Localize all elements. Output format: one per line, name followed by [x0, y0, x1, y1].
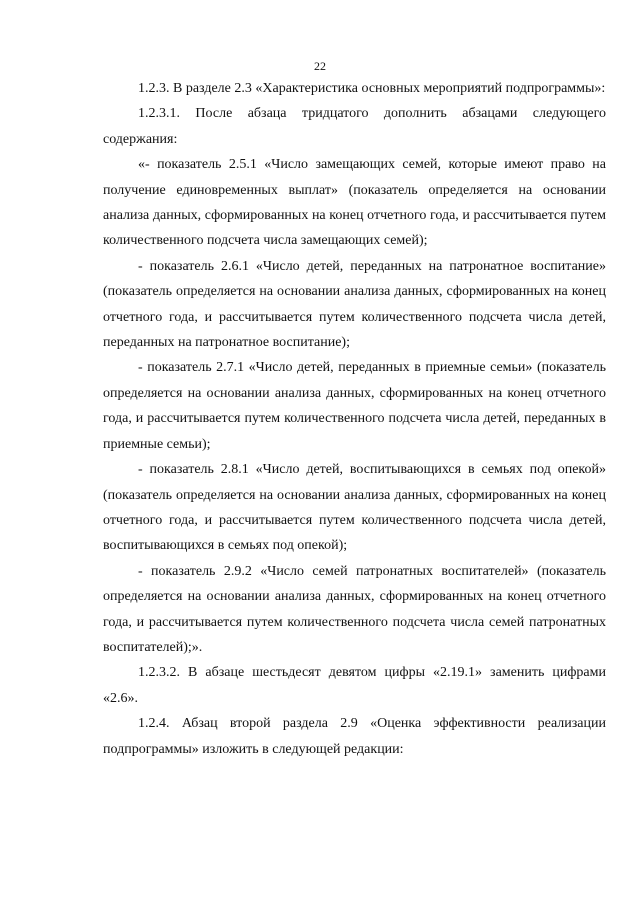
paragraph-indicator-2-6-1: - показатель 2.6.1 «Число детей, переданных на патронатное воспитание» (показатель определяется на основании анализа данных, сформированных на конец отчетного года, и рассчитывается путем количественного подсчета числа детей, переданных на патронатное воспитание); [103, 258, 606, 351]
page-number: 22 [314, 59, 326, 73]
paragraph-indicator-2-9-2: - показатель 2.9.2 «Число семей патронатных воспитателей» (показатель определяется на основании анализа данных, сформированных на конец отчетного года, и рассчитывается путем количественного подсчета числа семей патронатных воспитателей);». [103, 563, 606, 655]
paragraph-1-2-3: 1.2.3. В разделе 2.3 «Характеристика основных мероприятий подпрограммы»: [138, 81, 606, 96]
paragraph-indicator-2-8-1: - показатель 2.8.1 «Число детей, воспитывающихся в семьях под опекой» (показатель определяется на основании анализа данных, сформированных на конец отчетного года, и рассчитывается путем количественного подсчета числа детей, воспитывающихся в семьях под опекой); [103, 462, 606, 554]
document-body [103, 76, 606, 762]
paragraph-1-2-3-1: 1.2.3.1. После абзаца тридцатого дополнить абзацами следующего содержания: [103, 106, 606, 147]
paragraph-1-2-3-2: 1.2.3.2. В абзаце шестьдесят девятом цифры «2.19.1» заменить цифрами «2.6». [103, 665, 606, 706]
paragraph-1-2-4: 1.2.4. Абзац второй раздела 2.9 «Оценка эффективности реализации подпрограммы» изложить в следующей редакции: [103, 716, 606, 757]
paragraph-indicator-2-5-1: «- показатель 2.5.1 «Число замещающих семей, которые имеют право на получение единовременных выплат» (показатель определяется на основании анализа данных, сформированных на конец отчетного года, и рассчитывается путем количественного подсчета числа замещающих семей); [103, 157, 606, 249]
paragraph-indicator-2-7-1: - показатель 2.7.1 «Число детей, переданных в приемные семьи» (показатель определяется на основании анализа данных, сформированных на конец отчетного года, и рассчитывается путем количественного подсчета числа детей, переданных в приемные семьи); [103, 360, 606, 452]
